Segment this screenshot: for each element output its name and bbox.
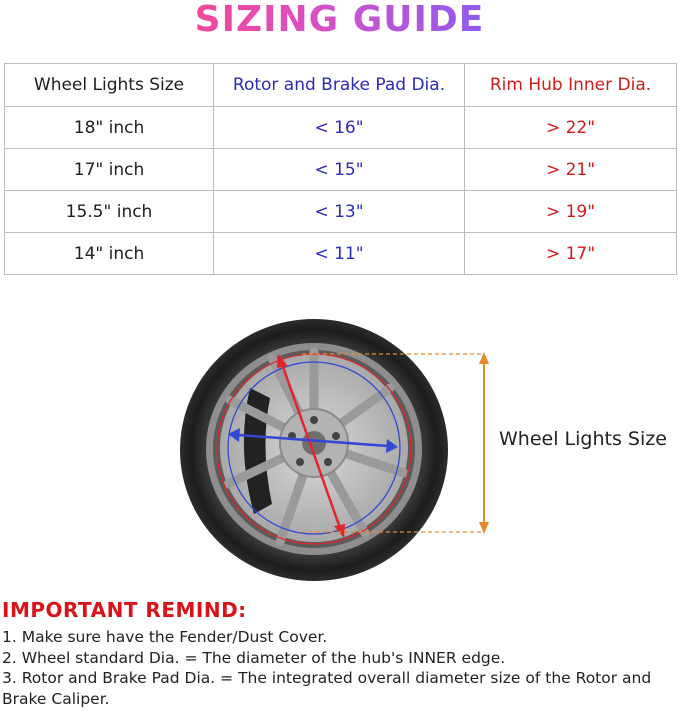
header-rotor-brake-pad: Rotor and Brake Pad Dia.	[214, 64, 465, 107]
header-rim-hub-inner: Rim Hub Inner Dia.	[465, 64, 677, 107]
table-row	[5, 107, 677, 149]
cell-rotor-dia: < 11"	[214, 233, 465, 275]
header-wheel-lights-size: Wheel Lights Size	[5, 64, 214, 107]
cell-rim-dia: > 17"	[465, 233, 677, 275]
page-title: SIZING GUIDE	[194, 0, 485, 40]
table-row	[5, 149, 677, 191]
cell-wheel-size: 17" inch	[5, 149, 214, 191]
list-item: 2. Wheel standard Dia. = The diameter of the hub's INNER edge.	[2, 648, 506, 667]
cell-wheel-size: 15.5" inch	[5, 191, 214, 233]
cell-rotor-dia: < 13"	[214, 191, 465, 233]
cell-rim-dia: > 21"	[465, 149, 677, 191]
wheel-size-guide	[300, 346, 500, 541]
cell-wheel-size: 14" inch	[5, 233, 214, 275]
table-row	[5, 233, 677, 275]
sizing-table	[4, 63, 677, 275]
cell-rim-dia: > 19"	[465, 191, 677, 233]
important-remind-title: IMPORTANT REMIND:	[2, 598, 247, 622]
cell-rim-dia: > 22"	[465, 107, 677, 149]
table-row	[5, 191, 677, 233]
list-item: 1. Make sure have the Fender/Dust Cover.	[2, 628, 328, 646]
table-header-row	[5, 64, 677, 107]
wheel-lights-size-label: Wheel Lights Size	[499, 428, 667, 450]
cell-rotor-dia: < 16"	[214, 107, 465, 149]
cell-wheel-size: 18" inch	[5, 107, 214, 149]
cell-rotor-dia: < 15"	[214, 149, 465, 191]
list-item: 3. Rotor and Brake Pad Dia. = The integrated overall diameter size of the Rotor and Brake Caliper.	[2, 669, 652, 708]
remind-notes	[2, 627, 672, 709]
